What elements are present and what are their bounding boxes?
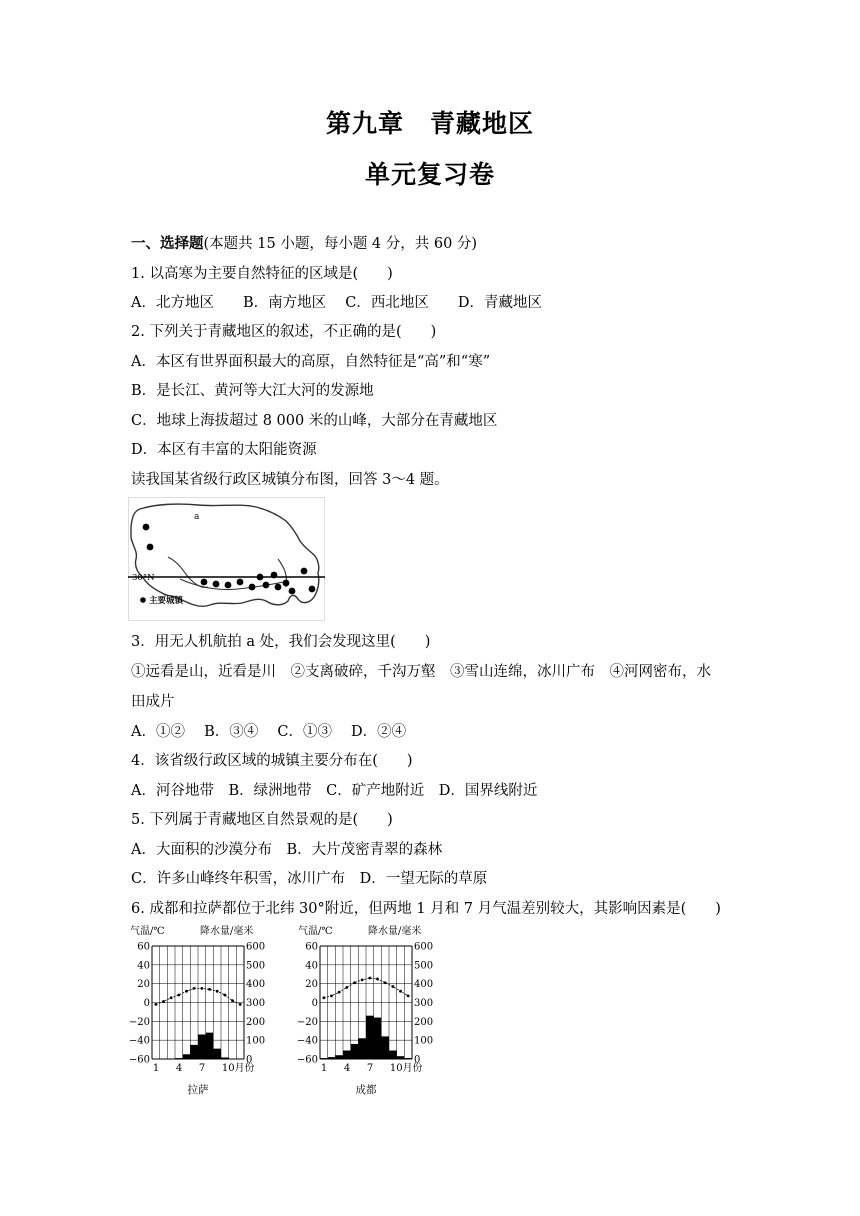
town-dot <box>249 584 256 591</box>
question-1: 1. 以高寒为主要自然特征的区域是( ) <box>131 266 393 282</box>
month-tick-label: 1 <box>320 1063 328 1074</box>
temp-axis-label: 气温/℃ <box>130 926 165 937</box>
temp-point <box>223 994 226 997</box>
precip-bar <box>335 1055 343 1059</box>
town-dot <box>263 582 270 589</box>
question-3-statements-2: 田成片 <box>131 694 175 710</box>
temp-tick-label: 20 <box>305 979 318 991</box>
temp-point <box>368 977 371 980</box>
precip-tick-label: 600 <box>246 941 266 953</box>
precip-tick-label: 100 <box>414 1035 434 1047</box>
temp-point <box>384 981 387 984</box>
map-label-latitude: 30°N <box>132 573 155 583</box>
precip-tick-label: 0 <box>246 1054 253 1066</box>
precip-bar <box>351 1044 359 1059</box>
town-dot <box>283 580 290 587</box>
month-tick-label: 7 <box>198 1063 206 1074</box>
temp-point <box>239 1003 242 1006</box>
temp-point <box>338 991 341 994</box>
temp-point <box>170 996 173 999</box>
town-dot <box>213 581 220 588</box>
temp-tick-label: 60 <box>305 941 318 953</box>
precip-bar <box>397 1056 405 1059</box>
temp-point <box>193 987 196 990</box>
temp-point <box>361 979 364 982</box>
temp-point <box>177 994 180 997</box>
reading-instruction: 读我国某省级行政区城镇分布图，回答 3～4 题。 <box>131 472 449 488</box>
precip-tick-label: 500 <box>414 960 434 972</box>
precip-bar <box>366 1016 374 1059</box>
month-tick-label: 4 <box>175 1063 183 1074</box>
town-dot <box>257 574 264 581</box>
question-5: 5. 下列属于青藏地区自然景观的是( ) <box>131 812 393 828</box>
precip-bar <box>374 1018 382 1059</box>
precip-tick-label: 300 <box>414 998 434 1009</box>
precip-tick-label: 400 <box>246 979 266 991</box>
city-name: 拉萨 <box>187 1084 209 1096</box>
temp-point <box>353 981 356 984</box>
precip-bar <box>221 1057 229 1059</box>
town-dot <box>225 582 232 589</box>
question-2-option-d: D．本区有丰富的太阳能资源 <box>131 442 317 458</box>
question-4: 4．该省级行政区域的城镇主要分布在( ) <box>131 753 413 769</box>
precip-tick-label: 600 <box>414 941 434 953</box>
temp-point <box>185 990 188 993</box>
temp-point <box>345 986 348 989</box>
temp-tick-label: 0 <box>311 998 318 1009</box>
temp-point <box>407 995 410 998</box>
section-heading: 一、选择题 <box>131 235 204 252</box>
month-tick-label: 1 <box>152 1063 160 1074</box>
precip-tick-label: 200 <box>246 1016 266 1028</box>
temp-tick-label: −40 <box>128 1035 150 1047</box>
question-1-options: A．北方地区 B．南方地区 C．西北地区 D．青藏地区 <box>131 295 542 311</box>
town-dot <box>143 524 150 531</box>
town-dot <box>147 544 154 551</box>
temp-tick-label: −60 <box>128 1054 150 1066</box>
precip-tick-label: 300 <box>246 998 266 1009</box>
precip-bar <box>213 1049 221 1059</box>
temp-tick-label: 0 <box>143 998 150 1009</box>
question-4-options: A．河谷地带 B．绿洲地带 C．矿产地附近 D．国界线附近 <box>131 783 538 799</box>
precip-bar <box>358 1038 366 1059</box>
question-2: 2. 下列关于青藏地区的叙述，不正确的是( ) <box>131 324 437 340</box>
question-3-options: A．①② B．③④ C．①③ D．②④ <box>131 724 407 740</box>
question-5-options-ab: A．大面积的沙漠分布 B．大片茂密青翠的森林 <box>131 842 443 858</box>
temp-tick-label: −20 <box>296 1016 318 1028</box>
precip-axis-label: 降水量/毫米 <box>200 926 254 937</box>
precip-bar <box>198 1035 206 1059</box>
map-legend-label: 主要城镇 <box>149 596 184 606</box>
precip-tick-label: 0 <box>414 1054 421 1066</box>
precip-tick-label: 400 <box>414 979 434 991</box>
temp-point <box>322 996 325 999</box>
month-tick-label: 4 <box>343 1063 351 1074</box>
temp-tick-label: −20 <box>128 1016 150 1028</box>
town-dot <box>289 588 296 595</box>
temp-point <box>216 990 219 993</box>
page-title: 第九章 青藏地区 <box>325 109 534 138</box>
temp-point <box>200 987 203 990</box>
month-tick-label: 10月份 <box>389 1063 423 1074</box>
town-dot <box>309 586 316 593</box>
question-2-option-c: C．地球上海拔超过 8 000 米的山峰，大部分在青藏地区 <box>131 413 498 429</box>
legend-dot <box>140 597 146 603</box>
precip-bar <box>190 1045 198 1059</box>
temp-point <box>154 1003 157 1006</box>
temp-point <box>208 988 211 991</box>
question-3-statements-1: ①远看是山，近看是川 ②支离破碎，千沟万壑 ③雪山连绵，冰川广布 ④河网密布，水 <box>131 664 711 680</box>
precip-tick-label: 100 <box>246 1035 266 1047</box>
month-tick-label: 10月份 <box>221 1063 255 1074</box>
page-subtitle: 单元复习卷 <box>364 160 495 189</box>
precip-bar <box>328 1057 336 1059</box>
precip-bar <box>343 1051 351 1059</box>
precip-tick-label: 500 <box>246 960 266 972</box>
question-2-option-b: B．是长江、黄河等大江大河的发源地 <box>131 383 374 399</box>
precip-bar <box>381 1036 389 1059</box>
city-name: 成都 <box>355 1084 377 1096</box>
temp-tick-label: 20 <box>137 979 150 991</box>
precip-bar <box>404 1058 412 1059</box>
section-heading-line <box>131 232 477 253</box>
town-dot <box>301 568 308 575</box>
question-6: 6. 成都和拉萨都位于北纬 30°附近，但两地 1 月和 7 月气温差别较大，其影响因素是( ) <box>131 901 721 917</box>
month-tick-label: 7 <box>366 1063 374 1074</box>
question-3: 3．用无人机航拍 a 处，我们会发现这里( ) <box>131 634 431 650</box>
precip-tick-label: 200 <box>414 1016 434 1028</box>
town-dot <box>237 579 244 586</box>
province-map <box>128 497 325 621</box>
precip-axis-label: 降水量/毫米 <box>368 926 422 937</box>
precip-bar <box>389 1051 397 1059</box>
town-dots <box>143 524 316 595</box>
climate-chart-lasa <box>128 922 268 1100</box>
town-dot <box>201 579 208 586</box>
temp-tick-label: 60 <box>137 941 150 953</box>
temp-tick-label: 40 <box>137 960 150 972</box>
temp-tick-label: −60 <box>296 1054 318 1066</box>
temp-point <box>162 1000 165 1003</box>
temp-tick-label: −40 <box>296 1035 318 1047</box>
temp-point <box>399 990 402 993</box>
temp-point <box>231 999 234 1002</box>
town-dot <box>275 584 282 591</box>
climate-chart-chengdu <box>296 922 436 1100</box>
question-2-option-a: A．本区有世界面积最大的高原，自然特征是“高”和“寒” <box>131 354 491 370</box>
section-note: (本题共 15 小题，每小题 4 分，共 60 分) <box>203 236 478 252</box>
question-5-options-cd: C．许多山峰终年积雪，冰川广布 D．一望无际的草原 <box>131 871 488 887</box>
temp-point <box>376 978 379 981</box>
town-dot <box>271 572 278 579</box>
precip-bar <box>175 1058 183 1059</box>
precip-bar <box>183 1054 191 1059</box>
temp-point <box>330 995 333 998</box>
temp-point <box>391 985 394 988</box>
map-label-a: a <box>194 512 200 522</box>
precip-bar <box>206 1033 214 1059</box>
temp-axis-label: 气温/℃ <box>298 926 333 937</box>
temp-tick-label: 40 <box>305 960 318 972</box>
precip-bar <box>320 1058 328 1059</box>
